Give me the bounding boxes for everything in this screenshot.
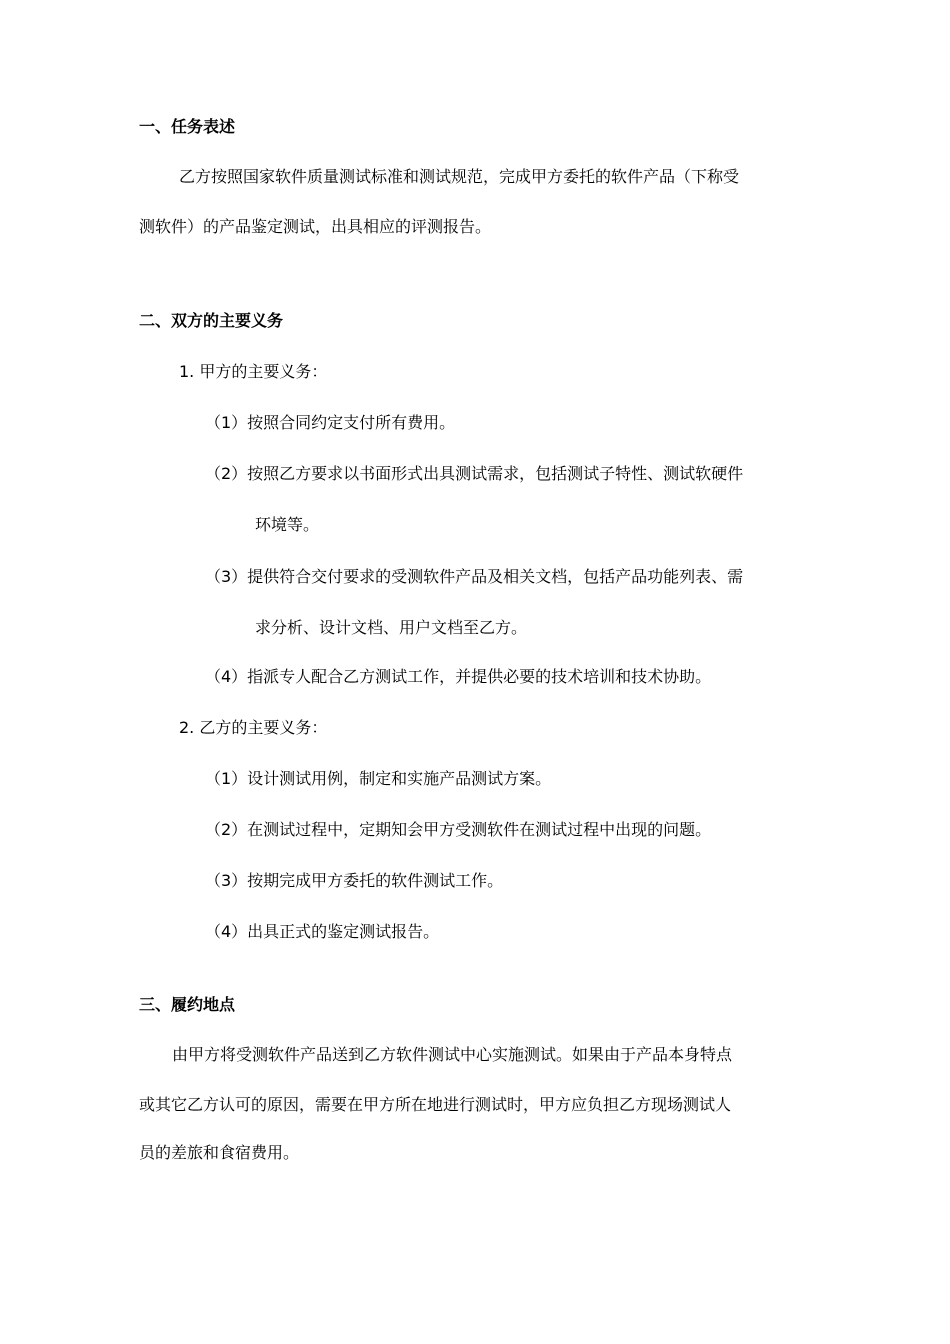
party-a-duty-2-line-2: 环境等。 <box>255 515 320 534</box>
section-3-paragraph-line-1: 由甲方将受测软件产品送到乙方软件测试中心实施测试。如果由于产品本身特点 <box>172 1045 733 1064</box>
party-a-duty-1: （1）按照合同约定支付所有费用。 <box>205 413 456 432</box>
party-a-duty-3-line-2: 求分析、设计文档、用户文档至乙方。 <box>255 618 528 637</box>
section-1-heading: 一、任务表述 <box>139 117 236 136</box>
party-a-duty-3-line-1: （3）提供符合交付要求的受测软件产品及相关文档，包括产品功能列表、需 <box>205 567 744 586</box>
party-b-duties-title: 2. 乙方的主要义务： <box>179 718 328 737</box>
party-a-duty-4: （4）指派专人配合乙方测试工作，并提供必要的技术培训和技术协助。 <box>205 667 712 686</box>
party-a-duties-title: 1. 甲方的主要义务： <box>179 362 328 381</box>
section-2-heading: 二、双方的主要义务 <box>139 311 284 330</box>
party-a-duty-2-line-1: （2）按照乙方要求以书面形式出具测试需求，包括测试子特性、测试软硬件 <box>205 464 744 483</box>
section-1-paragraph-line-2: 测软件）的产品鉴定测试，出具相应的评测报告。 <box>139 217 492 236</box>
section-3-heading: 三、履约地点 <box>139 995 236 1014</box>
party-b-duty-2: （2）在测试过程中，定期知会甲方受测软件在测试过程中出现的问题。 <box>205 820 712 839</box>
section-3-paragraph-line-3: 员的差旅和食宿费用。 <box>139 1143 300 1162</box>
section-1-paragraph-line-1: 乙方按照国家软件质量测试标准和测试规范，完成甲方委托的软件产品（下称受 <box>179 167 740 186</box>
party-b-duty-4: （4）出具正式的鉴定测试报告。 <box>205 922 440 941</box>
party-b-duty-1: （1）设计测试用例，制定和实施产品测试方案。 <box>205 769 552 788</box>
section-3-paragraph-line-2: 或其它乙方认可的原因，需要在甲方所在地进行测试时，甲方应负担乙方现场测试人 <box>139 1095 732 1114</box>
party-b-duty-3: （3）按期完成甲方委托的软件测试工作。 <box>205 871 504 890</box>
